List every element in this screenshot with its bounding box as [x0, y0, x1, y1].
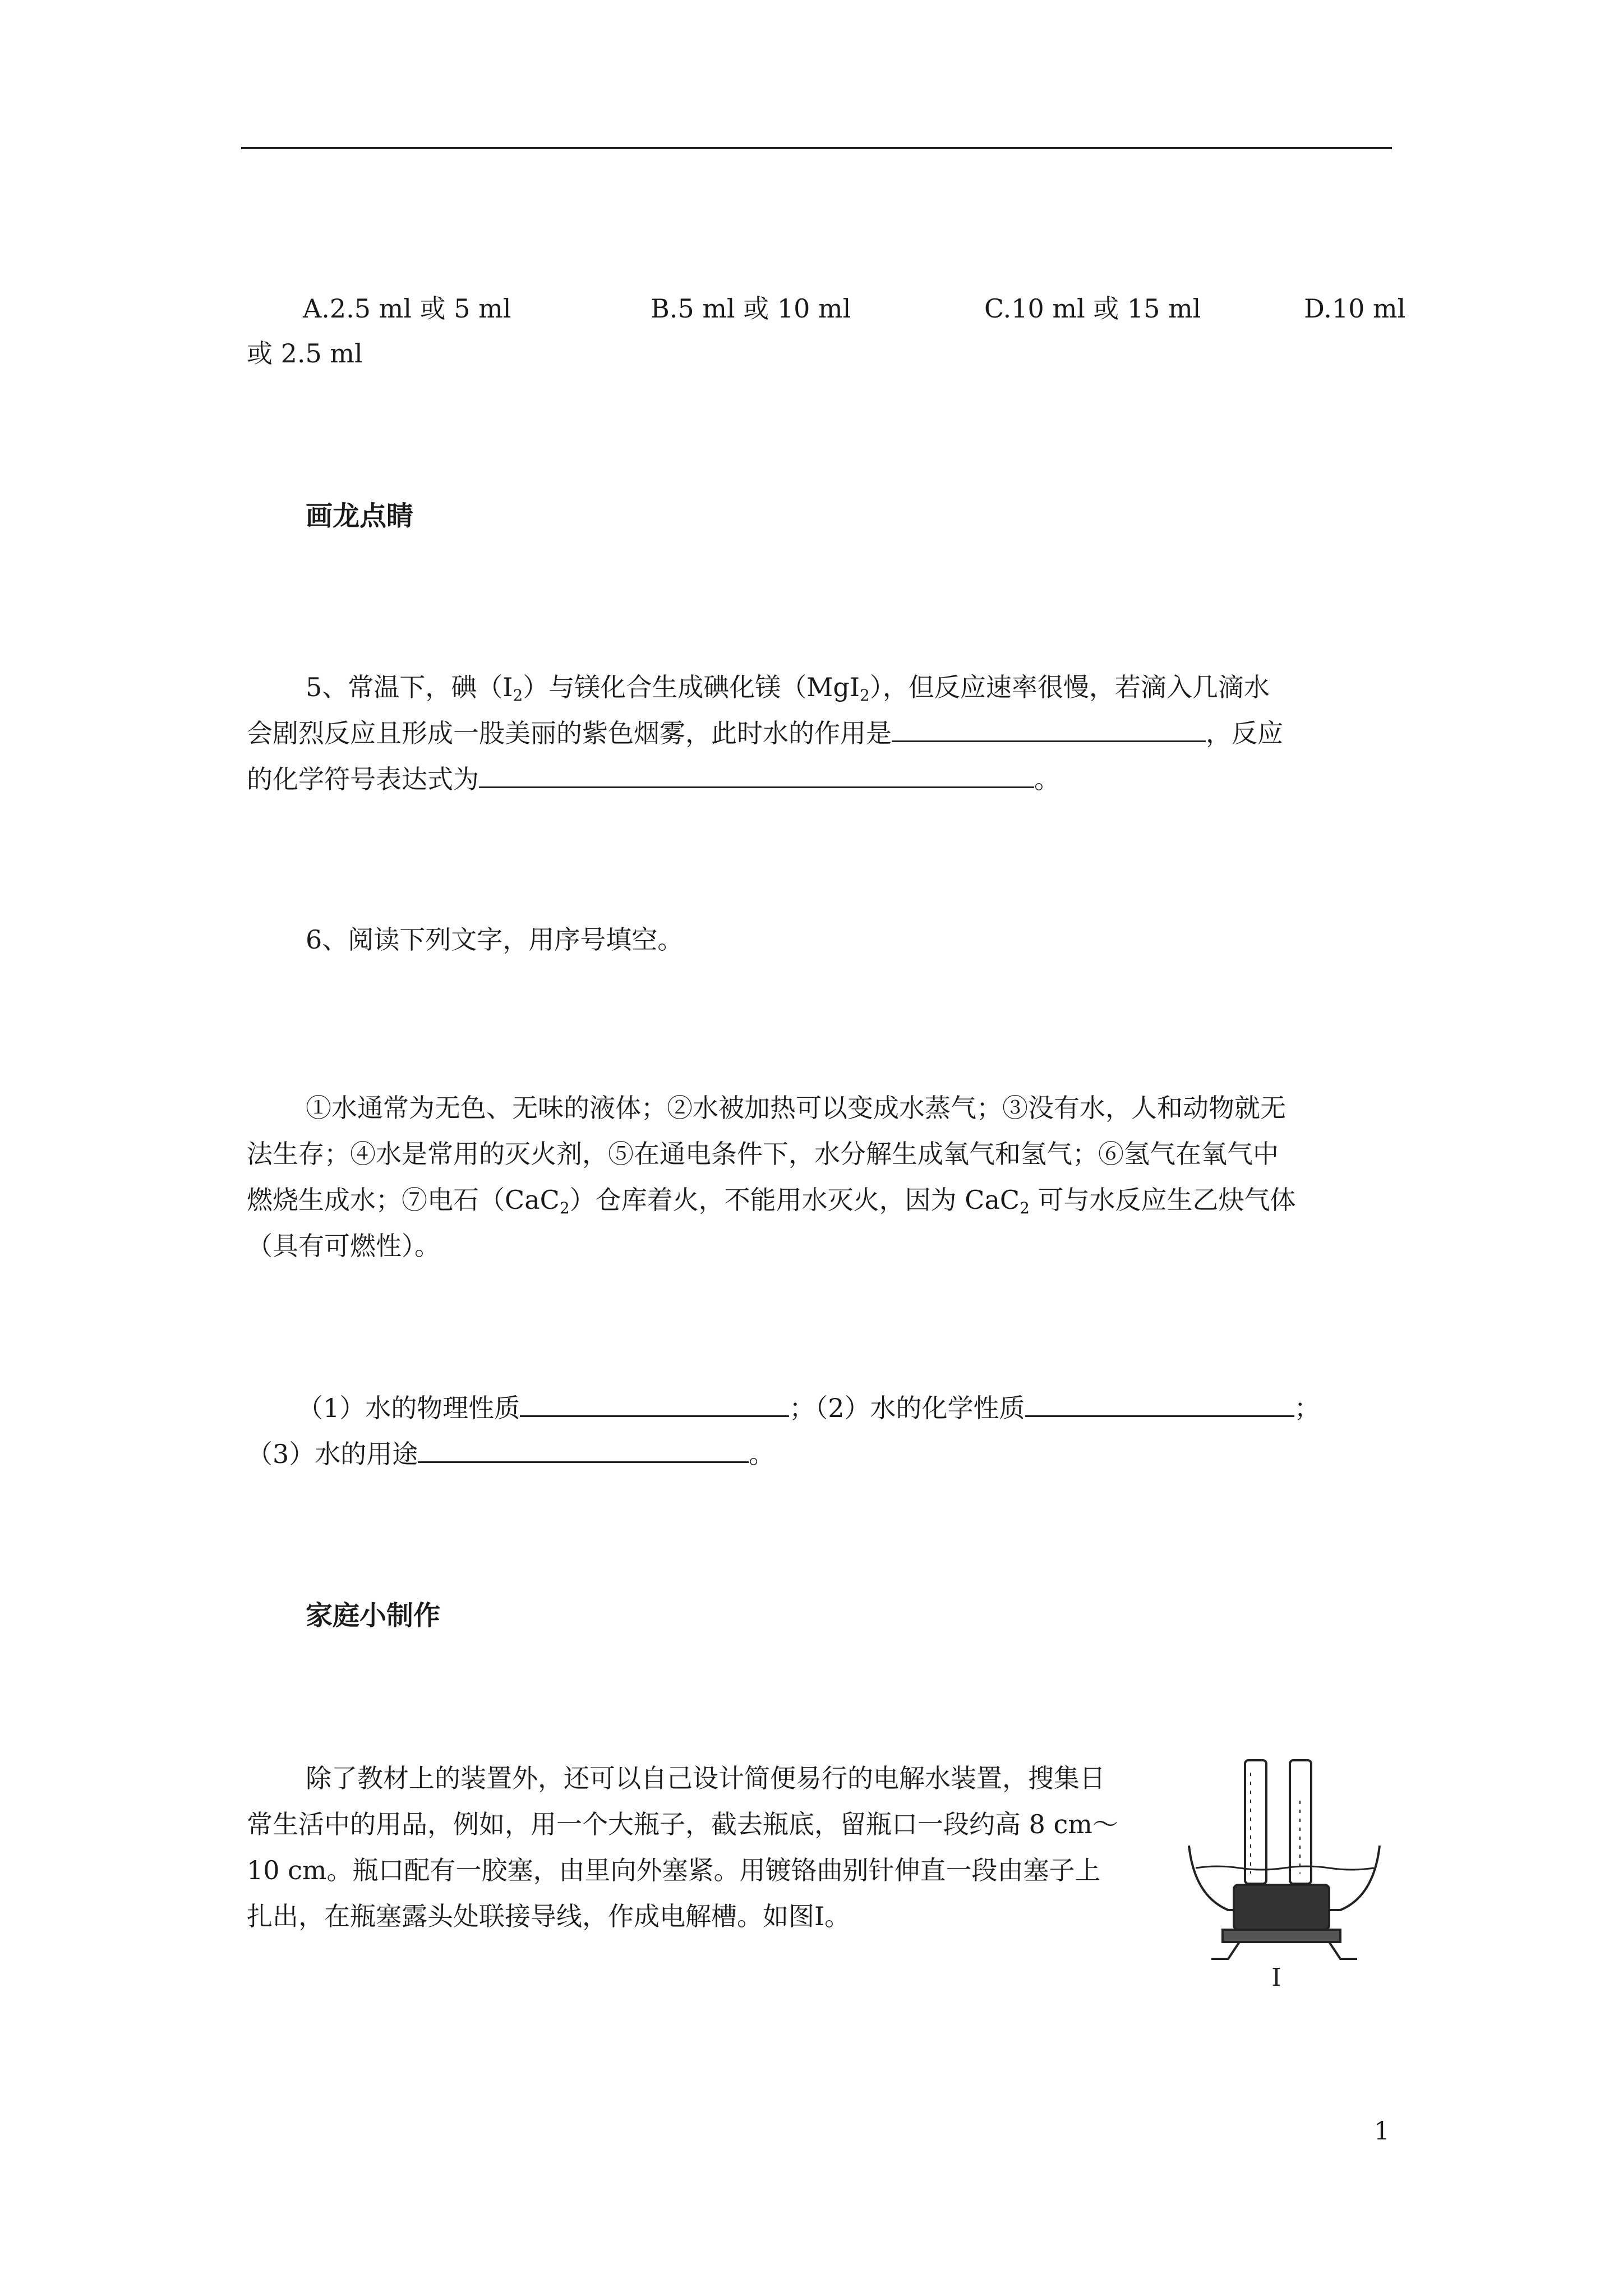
- q5-line-2: 会剧烈反应且形成一股美丽的紫色烟雾，此时水的作用是 ，反应: [247, 711, 1283, 756]
- physical-property-blank[interactable]: [520, 1387, 789, 1417]
- q5-answer-blank-1[interactable]: [892, 712, 1206, 742]
- figure-label: I: [1271, 1963, 1281, 1992]
- q6-paragraph-line-4: （具有可燃性）。: [247, 1231, 440, 1261]
- q6-paragraph-line-2: 法生存；④水是常用的灭火剂，⑤在通电条件下，水分解生成氧气和氢气；⑥氢气在氧气中: [247, 1139, 1279, 1169]
- option-a: A.2.5 ml 或 5 ml: [303, 293, 511, 324]
- page-number: 1: [1374, 2117, 1390, 2146]
- q6-intro: 6、阅读下列文字，用序号填空。: [306, 924, 684, 955]
- header-rule: [241, 147, 1392, 149]
- option-d: D.10 ml: [1304, 293, 1406, 324]
- q6-paragraph-line-1: ①水通常为无色、无味的液体；②水被加热可以变成水蒸气；③没有水，人和动物就无: [306, 1093, 1286, 1123]
- diy-line-2: 常生活中的用品，例如，用一个大瓶子，截去瓶底，留瓶口一段约高 8 cm～: [247, 1809, 1118, 1839]
- diy-line-4: 扎出，在瓶塞露头处联接导线，作成电解槽。如图Ⅰ。: [247, 1901, 851, 1931]
- diy-line-1: 除了教材上的装置外，还可以自己设计简便易行的电解水装置，搜集日: [306, 1763, 1105, 1793]
- option-b: B.5 ml 或 10 ml: [651, 293, 851, 324]
- q5-line-1: 5、常温下，碘$(I_2)$与镁化合生成碘化镁（MgI$_2$），但反应速率很慢，若滴入几滴水: [306, 672, 1270, 705]
- section-title-hualong: 画龙点睛: [306, 500, 414, 532]
- q5-line-3: 的化学符号表达式为 。: [247, 757, 1060, 802]
- water-use-blank[interactable]: [418, 1433, 749, 1463]
- option-c: C.10 ml 或 15 ml: [984, 293, 1201, 324]
- chemical-property-blank[interactable]: [1025, 1387, 1294, 1417]
- q6-answer-line-1: （1）水的物理性质 ；（2）水的化学性质 ；: [297, 1386, 1320, 1430]
- option-d-continued: 或 2.5 ml: [247, 338, 363, 369]
- q6-answer-line-2: （3）水的用途 。: [247, 1432, 774, 1476]
- section-title-home-project: 家庭小制作: [306, 1600, 441, 1631]
- diy-line-3: 10 cm。瓶口配有一胶塞，由里向外塞紧。用镀铬曲别针伸直一段由塞子上: [247, 1855, 1101, 1885]
- electrolysis-apparatus-figure: [1178, 1750, 1391, 1997]
- q5-answer-blank-2[interactable]: [479, 758, 1034, 788]
- q6-paragraph-line-3: 燃烧生成水；⑦电石（CaC$_2$）仓库着火，不能用水灭火，因为 CaC$_2$ 可与水反应生乙炔气体: [247, 1185, 1296, 1217]
